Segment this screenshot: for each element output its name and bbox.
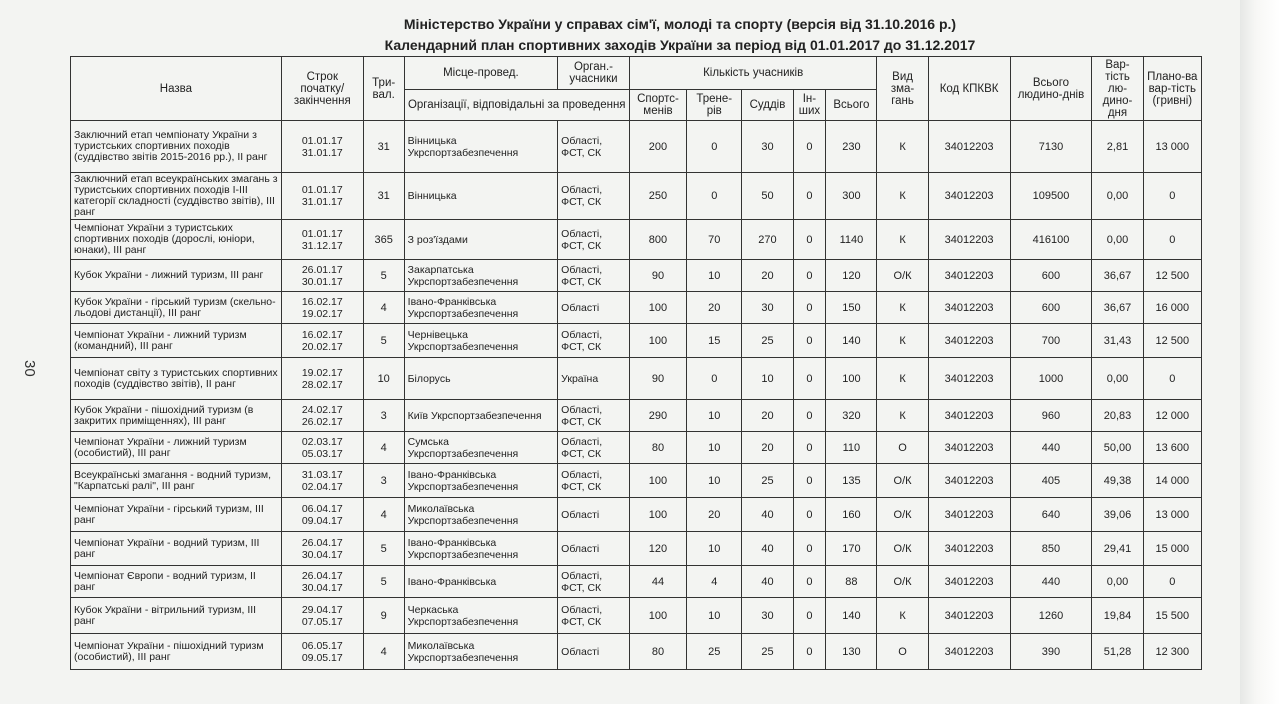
end-date: 30.01.17: [301, 275, 343, 288]
planned-cost: 12 000: [1143, 400, 1201, 432]
competition-type: К: [877, 173, 928, 220]
duration: 9: [363, 598, 404, 634]
cost-per-day: 51,28: [1092, 634, 1143, 670]
budget-code: 34012203: [928, 464, 1010, 498]
judges-count: 40: [742, 498, 793, 532]
col-coaches: Трене-рів: [687, 90, 742, 121]
place-organizer: Чернівецька Укрспортзабезпечення: [404, 324, 558, 358]
person-days: 440: [1010, 432, 1092, 464]
start-date: 01.01.17: [301, 184, 343, 196]
budget-code: 34012203: [928, 324, 1010, 358]
end-date: 30.04.17: [301, 548, 343, 561]
duration: 365: [363, 220, 404, 260]
event-dates: [281, 566, 363, 598]
planned-cost: 12 500: [1143, 260, 1201, 292]
others-count: 0: [793, 532, 826, 566]
competition-type: К: [877, 324, 928, 358]
col-person-days: Всього людино-днів: [1010, 57, 1092, 121]
col-organizers: Організації, відповідальні за проведення: [404, 90, 629, 121]
planned-cost: 15 500: [1143, 598, 1201, 634]
budget-code: 34012203: [928, 400, 1010, 432]
col-athletes: Спортс-менів: [629, 90, 686, 121]
total-count: 230: [826, 121, 877, 173]
coaches-count: 10: [687, 260, 742, 292]
cost-per-day: 36,67: [1092, 260, 1143, 292]
place-organizer: Івано-Франківська Укрспортзабезпечення: [404, 464, 558, 498]
start-date: 26.04.17: [301, 536, 343, 549]
event-name: Всеукраїнські змагання - водний туризм, "Карпатські ралі", ІІІ ранг: [71, 464, 282, 498]
start-date: 01.01.17: [301, 134, 343, 147]
coaches-count: 20: [687, 292, 742, 324]
document-subtitle: Календарний план спортивних заходів України за період від 01.01.2017 до 31.12.2017: [384, 37, 976, 53]
table-row: [71, 292, 1202, 324]
table-row: [71, 324, 1202, 358]
planned-cost: 13 000: [1143, 498, 1201, 532]
competition-type: О/К: [877, 566, 928, 598]
coaches-count: 10: [687, 432, 742, 464]
others-count: 0: [793, 634, 826, 670]
total-count: 140: [826, 324, 877, 358]
coaches-count: 20: [687, 498, 742, 532]
judges-count: 20: [742, 400, 793, 432]
cost-per-day: 50,00: [1092, 432, 1143, 464]
end-date: 26.02.17: [301, 415, 343, 428]
coaches-count: 4: [687, 566, 742, 598]
table-row: [71, 464, 1202, 498]
participating-orgs: Області: [558, 532, 630, 566]
competition-type: О/К: [877, 464, 928, 498]
others-count: 0: [793, 220, 826, 260]
athletes-count: 120: [629, 532, 686, 566]
planned-cost: 0: [1143, 220, 1201, 260]
duration: 5: [363, 532, 404, 566]
competition-type: К: [877, 358, 928, 400]
budget-code: 34012203: [928, 173, 1010, 220]
judges-count: 30: [742, 598, 793, 634]
budget-code: 34012203: [928, 566, 1010, 598]
end-date: 02.04.17: [301, 480, 343, 493]
event-dates: [281, 432, 363, 464]
table-row: [71, 400, 1202, 432]
others-count: 0: [793, 260, 826, 292]
athletes-count: 800: [629, 220, 686, 260]
judges-count: 30: [742, 292, 793, 324]
budget-code: 34012203: [928, 634, 1010, 670]
coaches-count: 25: [687, 634, 742, 670]
others-count: 0: [793, 324, 826, 358]
event-name: Кубок України - пішохідний туризм (в закритих приміщеннях), ІІІ ранг: [71, 400, 282, 432]
athletes-count: 100: [629, 324, 686, 358]
table-row: [71, 634, 1202, 670]
page-number: 30: [21, 360, 38, 377]
participating-orgs: Україна: [558, 358, 630, 400]
coaches-count: 10: [687, 400, 742, 432]
participating-orgs: Області, ФСТ, СК: [558, 400, 630, 432]
others-count: 0: [793, 598, 826, 634]
cost-per-day: 31,43: [1092, 324, 1143, 358]
competition-type: К: [877, 292, 928, 324]
participating-orgs: Області, ФСТ, СК: [558, 173, 630, 220]
end-date: 07.05.17: [301, 615, 343, 628]
col-duration: Три-вал.: [363, 57, 404, 121]
event-dates: [281, 400, 363, 432]
event-dates: [281, 498, 363, 532]
end-date: 09.05.17: [301, 651, 343, 664]
planned-cost: 0: [1143, 358, 1201, 400]
others-count: 0: [793, 173, 826, 220]
total-count: 100: [826, 358, 877, 400]
col-total: Всього: [826, 90, 877, 121]
events-table: [70, 56, 1202, 670]
duration: 3: [363, 464, 404, 498]
event-name: Кубок України - лижний туризм, ІІІ ранг: [71, 260, 282, 292]
planned-cost: 14 000: [1143, 464, 1201, 498]
place-organizer: Івано-Франківська Укрспортзабезпечення: [404, 292, 558, 324]
judges-count: 20: [742, 260, 793, 292]
athletes-count: 290: [629, 400, 686, 432]
planned-cost: 12 500: [1143, 324, 1201, 358]
adjacent-page-edge: [1240, 0, 1280, 704]
others-count: 0: [793, 498, 826, 532]
athletes-count: 250: [629, 173, 686, 220]
others-count: 0: [793, 400, 826, 432]
end-date: 20.02.17: [301, 340, 343, 353]
person-days: 640: [1010, 498, 1092, 532]
athletes-count: 90: [629, 358, 686, 400]
place-organizer: Закарпатська Укрспортзабезпечення: [404, 260, 558, 292]
event-name: Чемпіонат України з туристських спортивних походів (дорослі, юніори, юнаки), ІІІ ранг: [71, 220, 282, 260]
place-organizer: Вінницька: [404, 173, 558, 220]
event-name: Чемпіонат України - лижний туризм (особистий), ІІІ ранг: [71, 432, 282, 464]
document-title: Міністерство України у справах сім'ї, молоді та спорту (версія від 31.10.2016 р.): [403, 16, 957, 32]
person-days: 405: [1010, 464, 1092, 498]
end-date: 31.01.17: [301, 146, 343, 159]
others-count: 0: [793, 121, 826, 173]
total-count: 170: [826, 532, 877, 566]
coaches-count: 10: [687, 532, 742, 566]
start-date: 06.04.17: [301, 502, 343, 515]
total-count: 1140: [826, 220, 877, 260]
cost-per-day: 36,67: [1092, 292, 1143, 324]
start-date: 06.05.17: [301, 639, 343, 652]
end-date: 31.01.17: [301, 196, 343, 208]
competition-type: О/К: [877, 498, 928, 532]
table-row: [71, 358, 1202, 400]
place-organizer: Сумська Укрспортзабезпечення: [404, 432, 558, 464]
event-dates: [281, 598, 363, 634]
col-participants-org: Орган.- учасники: [558, 57, 630, 90]
planned-cost: 13 000: [1143, 121, 1201, 173]
planned-cost: 16 000: [1143, 292, 1201, 324]
event-name: Заключний етап всеукраїнських змагань з туристських спортивних походів І-ІІІ категорії складності (суддівство звітів), ІІІ ранг: [71, 173, 282, 220]
event-dates: [281, 634, 363, 670]
header-row-1: [71, 57, 1202, 90]
col-count-group: Кількість учасників: [629, 57, 877, 90]
participating-orgs: Області: [558, 292, 630, 324]
person-days: 600: [1010, 260, 1092, 292]
event-dates: [281, 358, 363, 400]
col-competition-type: Вид зма-гань: [877, 57, 928, 121]
place-organizer: Черкаська Укрспортзабезпечення: [404, 598, 558, 634]
duration: 31: [363, 121, 404, 173]
person-days: 960: [1010, 400, 1092, 432]
duration: 4: [363, 498, 404, 532]
event-dates: [281, 292, 363, 324]
competition-type: О: [877, 634, 928, 670]
participating-orgs: Області, ФСТ, СК: [558, 432, 630, 464]
participating-orgs: Області, ФСТ, СК: [558, 324, 630, 358]
total-count: 88: [826, 566, 877, 598]
coaches-count: 15: [687, 324, 742, 358]
judges-count: 30: [742, 121, 793, 173]
person-days: 440: [1010, 566, 1092, 598]
person-days: 700: [1010, 324, 1092, 358]
col-place: Місце-провед.: [404, 57, 558, 90]
planned-cost: 0: [1143, 173, 1201, 220]
participating-orgs: Області, ФСТ, СК: [558, 220, 630, 260]
table-row: [71, 498, 1202, 532]
cost-per-day: 0,00: [1092, 220, 1143, 260]
budget-code: 34012203: [928, 292, 1010, 324]
end-date: 28.02.17: [301, 378, 343, 391]
event-dates: [281, 220, 363, 260]
total-count: 300: [826, 173, 877, 220]
athletes-count: 100: [629, 598, 686, 634]
event-name: Чемпіонат України - водний туризм, ІІІ ранг: [71, 532, 282, 566]
event-name: Заключний етап чемпіонату України з туристських спортивних походів (суддівство звітів 2015-2016 рр.), ІІ ранг: [71, 121, 282, 173]
others-count: 0: [793, 566, 826, 598]
coaches-count: 10: [687, 464, 742, 498]
judges-count: 10: [742, 358, 793, 400]
others-count: 0: [793, 464, 826, 498]
coaches-count: 10: [687, 598, 742, 634]
participating-orgs: Області, ФСТ, СК: [558, 464, 630, 498]
cost-per-day: 20,83: [1092, 400, 1143, 432]
athletes-count: 100: [629, 292, 686, 324]
cost-per-day: 29,41: [1092, 532, 1143, 566]
table-row: [71, 532, 1202, 566]
cost-per-day: 0,00: [1092, 173, 1143, 220]
budget-code: 34012203: [928, 260, 1010, 292]
col-planned-cost: Плано-ва вар-тість (гривні): [1143, 57, 1201, 121]
total-count: 160: [826, 498, 877, 532]
total-count: 120: [826, 260, 877, 292]
participating-orgs: Області, ФСТ, СК: [558, 566, 630, 598]
total-count: 130: [826, 634, 877, 670]
person-days: 1000: [1010, 358, 1092, 400]
col-others: Ін-ших: [793, 90, 826, 121]
event-name: Чемпіонат України - гірський туризм, ІІІ ранг: [71, 498, 282, 532]
event-name: Кубок України - вітрильний туризм, ІІІ ранг: [71, 598, 282, 634]
person-days: 850: [1010, 532, 1092, 566]
planned-cost: 15 000: [1143, 532, 1201, 566]
place-organizer: Білорусь: [404, 358, 558, 400]
start-date: 16.02.17: [301, 328, 343, 341]
judges-count: 25: [742, 634, 793, 670]
judges-count: 20: [742, 432, 793, 464]
end-date: 09.04.17: [301, 514, 343, 527]
event-name: Чемпіонат світу з туристських спортивних походів (суддівство звітів), ІІ ранг: [71, 358, 282, 400]
place-organizer: Вінницька Укрспортзабезпечення: [404, 121, 558, 173]
end-date: 05.03.17: [301, 447, 343, 460]
end-date: 31.12.17: [301, 239, 343, 252]
start-date: 26.04.17: [301, 569, 343, 582]
cost-per-day: 49,38: [1092, 464, 1143, 498]
duration: 5: [363, 260, 404, 292]
budget-code: 34012203: [928, 220, 1010, 260]
place-organizer: З роз'їздами: [404, 220, 558, 260]
cost-per-day: 19,84: [1092, 598, 1143, 634]
athletes-count: 80: [629, 432, 686, 464]
start-date: 26.01.17: [301, 263, 343, 276]
planned-cost: 0: [1143, 566, 1201, 598]
table-row: [71, 598, 1202, 634]
total-count: 320: [826, 400, 877, 432]
event-name: Чемпіонат Європи - водний туризм, ІІ ранг: [71, 566, 282, 598]
table-row: [71, 220, 1202, 260]
place-organizer: Івано-Франківська Укрспортзабезпечення: [404, 532, 558, 566]
duration: 4: [363, 634, 404, 670]
planned-cost: 12 300: [1143, 634, 1201, 670]
cost-per-day: 0,00: [1092, 358, 1143, 400]
duration: 5: [363, 566, 404, 598]
event-dates: [281, 532, 363, 566]
start-date: 29.04.17: [301, 603, 343, 616]
judges-count: 25: [742, 324, 793, 358]
event-dates: [281, 260, 363, 292]
event-name: Кубок України - гірський туризм (скельно-льодові дистанції), ІІІ ранг: [71, 292, 282, 324]
col-cost-per-day: Вар-тість лю-дино-дня: [1092, 57, 1143, 121]
person-days: 109500: [1010, 173, 1092, 220]
event-dates: [281, 464, 363, 498]
athletes-count: 90: [629, 260, 686, 292]
person-days: 1260: [1010, 598, 1092, 634]
event-name: Чемпіонат України - лижний туризм (командний), ІІІ ранг: [71, 324, 282, 358]
others-count: 0: [793, 358, 826, 400]
athletes-count: 44: [629, 566, 686, 598]
planned-cost: 13 600: [1143, 432, 1201, 464]
participating-orgs: Області: [558, 634, 630, 670]
start-date: 24.02.17: [301, 403, 343, 416]
coaches-count: 0: [687, 173, 742, 220]
place-organizer: Івано-Франківська: [404, 566, 558, 598]
person-days: 390: [1010, 634, 1092, 670]
event-dates: [281, 173, 363, 220]
duration: 10: [363, 358, 404, 400]
competition-type: К: [877, 121, 928, 173]
competition-type: К: [877, 400, 928, 432]
budget-code: 34012203: [928, 358, 1010, 400]
duration: 31: [363, 173, 404, 220]
participating-orgs: Області, ФСТ, СК: [558, 260, 630, 292]
total-count: 140: [826, 598, 877, 634]
total-count: 135: [826, 464, 877, 498]
budget-code: 34012203: [928, 432, 1010, 464]
judges-count: 50: [742, 173, 793, 220]
participating-orgs: Області, ФСТ, СК: [558, 121, 630, 173]
col-dates: Строк початку/ закінчення: [281, 57, 363, 121]
budget-code: 34012203: [928, 532, 1010, 566]
duration: 5: [363, 324, 404, 358]
table-body: [71, 121, 1202, 670]
start-date: 31.03.17: [301, 468, 343, 481]
athletes-count: 100: [629, 464, 686, 498]
start-date: 16.02.17: [301, 295, 343, 308]
athletes-count: 100: [629, 498, 686, 532]
start-date: 01.01.17: [301, 227, 343, 240]
total-count: 110: [826, 432, 877, 464]
cost-per-day: 0,00: [1092, 566, 1143, 598]
end-date: 30.04.17: [301, 581, 343, 594]
place-organizer: Київ Укрспортзабезпечення: [404, 400, 558, 432]
budget-code: 34012203: [928, 498, 1010, 532]
table-row: [71, 173, 1202, 220]
cost-per-day: 39,06: [1092, 498, 1143, 532]
coaches-count: 0: [687, 358, 742, 400]
duration: 4: [363, 292, 404, 324]
place-organizer: Миколаївська Укрспортзабезпечення: [404, 634, 558, 670]
event-dates: [281, 324, 363, 358]
total-count: 150: [826, 292, 877, 324]
budget-code: 34012203: [928, 121, 1010, 173]
judges-count: 40: [742, 566, 793, 598]
competition-type: О: [877, 432, 928, 464]
judges-count: 25: [742, 464, 793, 498]
coaches-count: 70: [687, 220, 742, 260]
others-count: 0: [793, 432, 826, 464]
col-code: Код КПКВК: [928, 57, 1010, 121]
end-date: 19.02.17: [301, 307, 343, 320]
person-days: 7130: [1010, 121, 1092, 173]
person-days: 416100: [1010, 220, 1092, 260]
competition-type: К: [877, 220, 928, 260]
judges-count: 40: [742, 532, 793, 566]
table-row: [71, 121, 1202, 173]
budget-code: 34012203: [928, 598, 1010, 634]
duration: 3: [363, 400, 404, 432]
table-row: [71, 260, 1202, 292]
place-organizer: Миколаївська Укрспортзабезпечення: [404, 498, 558, 532]
start-date: 02.03.17: [301, 435, 343, 448]
col-name: Назва: [71, 57, 282, 121]
athletes-count: 80: [629, 634, 686, 670]
start-date: 19.02.17: [301, 366, 343, 379]
event-name: Чемпіонат України - пішохідний туризм (особистий), ІІІ ранг: [71, 634, 282, 670]
event-dates: [281, 121, 363, 173]
participating-orgs: Області: [558, 498, 630, 532]
col-judges: Суддів: [742, 90, 793, 121]
person-days: 600: [1010, 292, 1092, 324]
competition-type: О/К: [877, 532, 928, 566]
athletes-count: 200: [629, 121, 686, 173]
competition-type: К: [877, 598, 928, 634]
coaches-count: 0: [687, 121, 742, 173]
table-row: [71, 432, 1202, 464]
table-row: [71, 566, 1202, 598]
cost-per-day: 2,81: [1092, 121, 1143, 173]
participating-orgs: Області, ФСТ, СК: [558, 598, 630, 634]
judges-count: 270: [742, 220, 793, 260]
duration: 4: [363, 432, 404, 464]
competition-type: О/К: [877, 260, 928, 292]
others-count: 0: [793, 292, 826, 324]
